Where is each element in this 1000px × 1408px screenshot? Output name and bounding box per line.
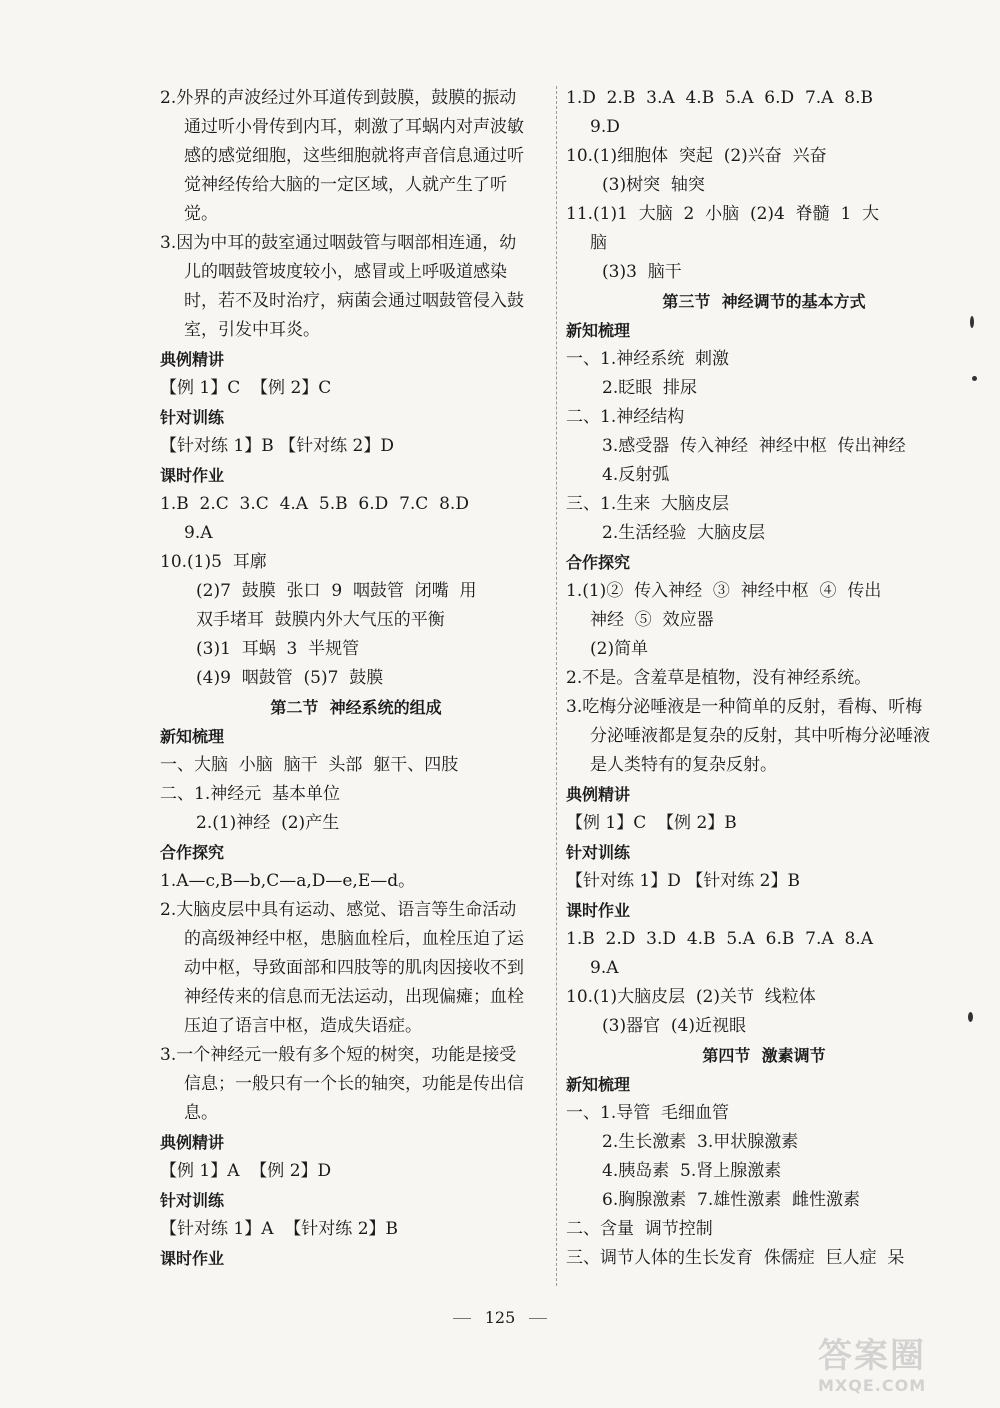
text-line: (3)器官 (4)近视眼 bbox=[602, 1016, 746, 1036]
text-line: 觉。 bbox=[184, 204, 218, 224]
text-line: 息。 bbox=[184, 1103, 218, 1123]
text-line: 神经传来的信息而无法运动，出现偏瘫；血栓 bbox=[184, 987, 524, 1007]
text-line: 压迫了语言中枢，造成失语症。 bbox=[184, 1016, 422, 1036]
text-line: 二、1.神经元 基本单位 bbox=[160, 784, 341, 804]
text-line: 【例 1】C 【例 2】B bbox=[566, 813, 737, 833]
subsection-heading: 典例精讲 bbox=[566, 785, 631, 804]
section-heading: 第四节 激素调节 bbox=[702, 1046, 826, 1065]
text-line: 11.(1)1 大脑 2 小脑 (2)4 脊髓 1 大 bbox=[566, 204, 880, 224]
scan-speck bbox=[970, 316, 974, 328]
text-line: (2)7 鼓膜 张口 9 咽鼓管 闭嘴 用 bbox=[196, 581, 477, 601]
text-line: 通过听小骨传到内耳，刺激了耳蜗内对声波敏 bbox=[184, 117, 524, 137]
subsection-heading: 针对训练 bbox=[160, 408, 225, 427]
watermark-logo-text: 答案圈 bbox=[818, 1336, 926, 1376]
text-line: 10.(1)大脑皮层 (2)关节 线粒体 bbox=[566, 987, 816, 1007]
text-line: 2.大脑皮层中具有运动、感觉、语言等生命活动 bbox=[160, 900, 517, 920]
text-line: 信息；一般只有一个长的轴突，功能是传出信 bbox=[184, 1074, 524, 1094]
text-line: 2.(1)神经 (2)产生 bbox=[196, 813, 340, 833]
text-line: 1.B 2.C 3.C 4.A 5.B 6.D 7.C 8.D bbox=[160, 494, 469, 514]
page-number bbox=[0, 1306, 1000, 1330]
text-line: 三、调节人体的生长发育 侏儒症 巨人症 呆 bbox=[566, 1248, 905, 1268]
text-line: 二、含量 调节控制 bbox=[566, 1219, 713, 1239]
page-number-text: 125 bbox=[484, 1308, 516, 1327]
right-column bbox=[566, 84, 962, 1273]
text-line: 3.感受器 传入神经 神经中枢 传出神经 bbox=[602, 436, 906, 456]
text-line: (3)3 脑干 bbox=[602, 262, 682, 282]
text-line: 一、1.导管 毛细血管 bbox=[566, 1103, 730, 1123]
text-line: 1.A—c,B—b,C—a,D—e,E—d。 bbox=[160, 871, 416, 891]
text-line: 室，引发中耳炎。 bbox=[184, 320, 320, 340]
subsection-heading: 课时作业 bbox=[160, 1249, 225, 1268]
text-line: 2.生长激素 3.甲状腺激素 bbox=[602, 1132, 799, 1152]
subsection-heading: 新知梳理 bbox=[566, 1075, 631, 1094]
subsection-heading: 合作探究 bbox=[566, 553, 631, 572]
text-line: 动中枢，导致面部和四肢等的肌肉因接收不到 bbox=[184, 958, 524, 978]
scan-speck bbox=[972, 376, 977, 381]
text-line: (3)1 耳蜗 3 半规管 bbox=[196, 639, 360, 659]
subsection-heading: 针对训练 bbox=[566, 843, 631, 862]
watermark-logo bbox=[818, 1336, 968, 1398]
text-line: 1.D 2.B 3.A 4.B 5.A 6.D 7.A 8.B bbox=[566, 88, 873, 108]
subsection-heading: 课时作业 bbox=[160, 466, 225, 485]
text-line: 2.外界的声波经过外耳道传到鼓膜，鼓膜的振动 bbox=[160, 88, 517, 108]
subsection-heading: 合作探究 bbox=[160, 843, 225, 862]
text-line: 9.A bbox=[590, 958, 619, 978]
text-line: 时，若不及时治疗，病菌会通过咽鼓管侵入鼓 bbox=[184, 291, 524, 311]
text-line: 觉神经传给大脑的一定区域，人就产生了听 bbox=[184, 175, 507, 195]
text-line: 二、1.神经结构 bbox=[566, 407, 685, 427]
subsection-heading: 课时作业 bbox=[566, 901, 631, 920]
dash-right bbox=[529, 1318, 547, 1319]
text-line: 【针对练 1】D 【针对练 2】B bbox=[566, 871, 800, 891]
text-line: 双手堵耳 鼓膜内外大气压的平衡 bbox=[196, 610, 445, 630]
section-heading: 第三节 神经调节的基本方式 bbox=[662, 292, 866, 311]
text-line: (4)9 咽鼓管 (5)7 鼓膜 bbox=[196, 668, 384, 688]
subsection-heading: 新知梳理 bbox=[160, 727, 225, 746]
text-line: 脑 bbox=[590, 233, 607, 253]
text-line: 感的感觉细胞，这些细胞就将声音信息通过听 bbox=[184, 146, 524, 166]
subsection-heading: 典例精讲 bbox=[160, 1133, 225, 1152]
text-line: 1.(1)② 传入神经 ③ 神经中枢 ④ 传出 bbox=[566, 581, 882, 601]
text-line: (3)树突 轴突 bbox=[602, 175, 705, 195]
text-line: 3.因为中耳的鼓室通过咽鼓管与咽部相连通，幼 bbox=[160, 233, 517, 253]
text-line: 是人类特有的复杂反射。 bbox=[590, 755, 777, 775]
text-line: 9.D bbox=[590, 117, 620, 137]
text-line: 3.一个神经元一般有多个短的树突，功能是接受 bbox=[160, 1045, 517, 1065]
text-line: 6.胸腺激素 7.雄性激素 雌性激素 bbox=[602, 1190, 861, 1210]
subsection-heading: 典例精讲 bbox=[160, 350, 225, 369]
left-column bbox=[160, 84, 552, 1273]
text-line: 2.眨眼 排尿 bbox=[602, 378, 698, 398]
text-line: 2.不是。含羞草是植物，没有神经系统。 bbox=[566, 668, 872, 688]
text-line: 3.吃梅分泌唾液是一种简单的反射，看梅、听梅 bbox=[566, 697, 923, 717]
text-line: 4.胰岛素 5.肾上腺激素 bbox=[602, 1161, 782, 1181]
subsection-heading: 针对训练 bbox=[160, 1191, 225, 1210]
text-line: 10.(1)细胞体 突起 (2)兴奋 兴奋 bbox=[566, 146, 827, 166]
text-line: 分泌唾液都是复杂的反射，其中听梅分泌唾液 bbox=[590, 726, 930, 746]
text-line: 一、大脑 小脑 脑干 头部 躯干、四肢 bbox=[160, 755, 459, 775]
text-line: 2.生活经验 大脑皮层 bbox=[602, 523, 766, 543]
column-divider bbox=[556, 86, 557, 1286]
text-line: 【例 1】A 【例 2】D bbox=[160, 1161, 332, 1181]
subsection-heading: 新知梳理 bbox=[566, 321, 631, 340]
text-line: 【例 1】C 【例 2】C bbox=[160, 378, 332, 398]
section-heading: 第二节 神经系统的组成 bbox=[270, 698, 442, 717]
dash-left bbox=[453, 1318, 471, 1319]
text-line: 的高级神经中枢，患脑血栓后，血栓压迫了运 bbox=[184, 929, 524, 949]
text-line: 1.B 2.D 3.D 4.B 5.A 6.B 7.A 8.A bbox=[566, 929, 873, 949]
text-line: 【针对练 1】B 【针对练 2】D bbox=[160, 436, 394, 456]
text-line: 儿的咽鼓管坡度较小，感冒或上呼吸道感染 bbox=[184, 262, 507, 282]
watermark-site-text: MXQE.COM bbox=[818, 1376, 927, 1395]
text-line: 10.(1)5 耳廓 bbox=[160, 552, 267, 572]
text-line: 神经 ⑤ 效应器 bbox=[590, 610, 714, 630]
scan-speck bbox=[968, 1012, 973, 1022]
text-line: (2)简单 bbox=[590, 639, 649, 659]
text-line: 4.反射弧 bbox=[602, 465, 670, 485]
text-line: 一、1.神经系统 刺激 bbox=[566, 349, 730, 369]
text-line: 三、1.生来 大脑皮层 bbox=[566, 494, 730, 514]
text-line: 【针对练 1】A 【针对练 2】B bbox=[160, 1219, 399, 1239]
text-line: 9.A bbox=[184, 523, 213, 543]
